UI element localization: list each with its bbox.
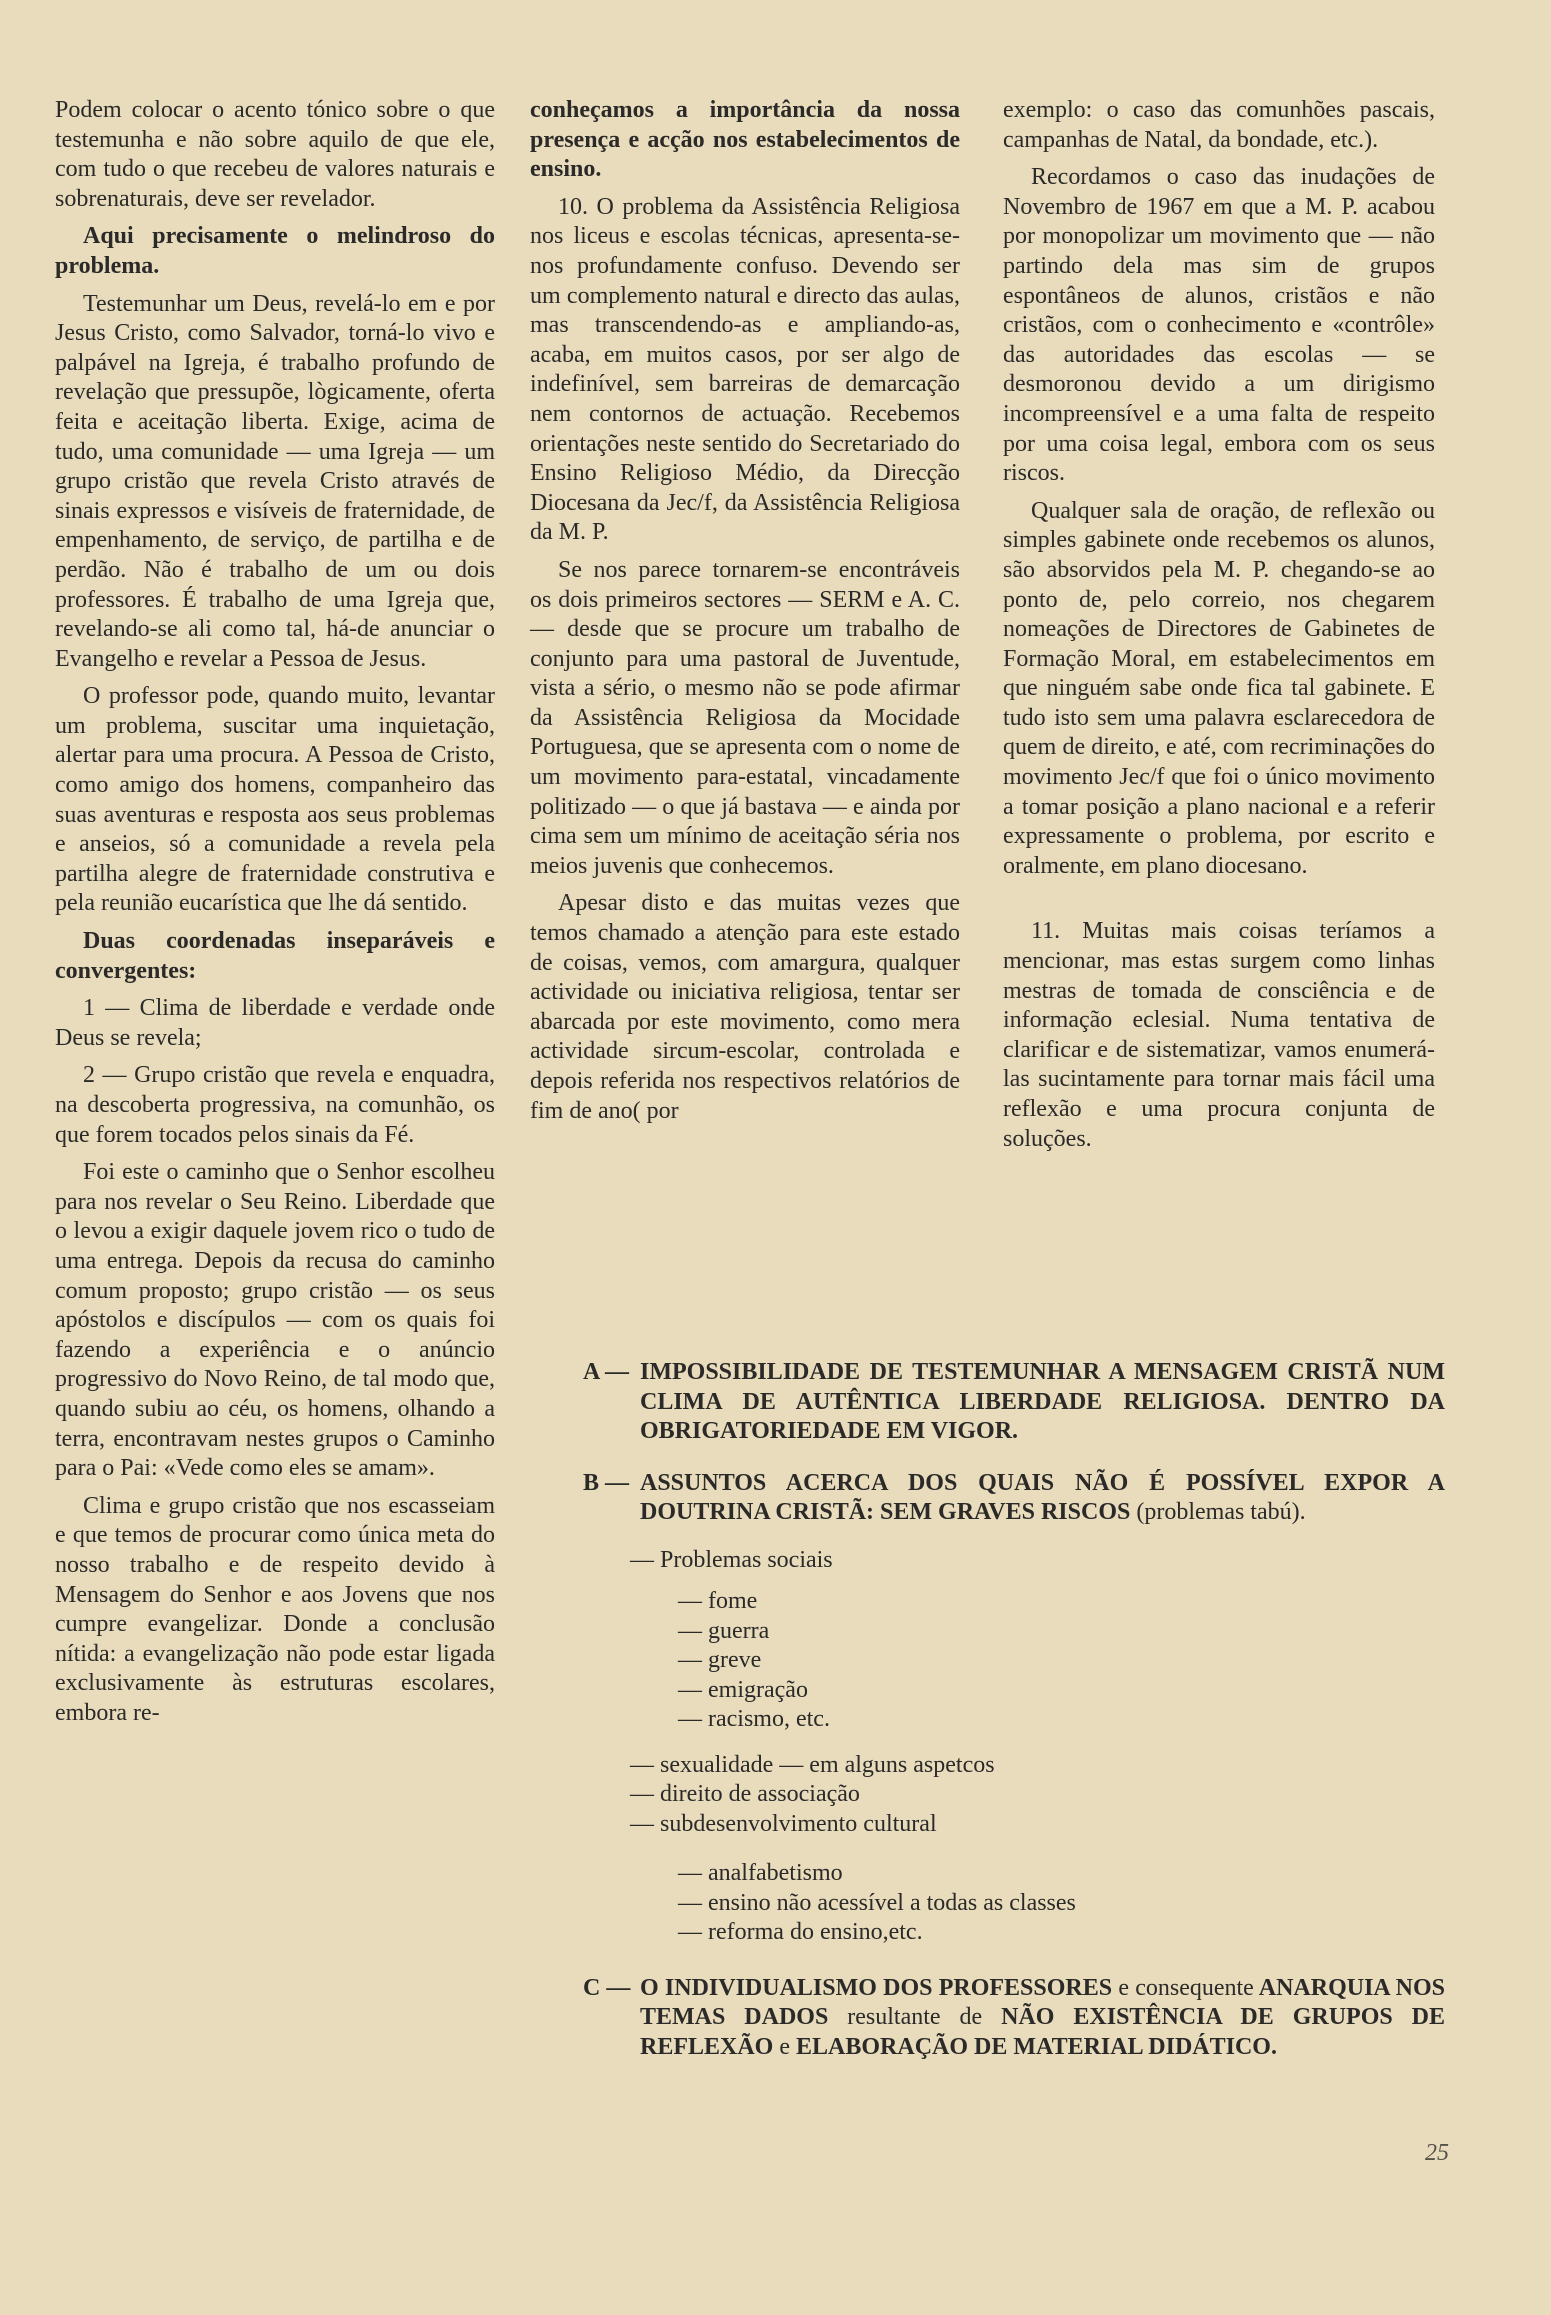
section-text xyxy=(640,1974,1445,2063)
text-column-2 xyxy=(530,96,960,1134)
section-b-note: (problemas tabú). xyxy=(1136,1499,1306,1525)
text-column-1 xyxy=(55,96,495,1736)
list-item: 1 — Clima de liberdade e verdade onde Deus se revela; xyxy=(55,995,495,1051)
paragraph: Duas coordenadas inseparáveis e convergentes: xyxy=(55,928,495,984)
paragraph: Aqui precisamente o melindroso do problema. xyxy=(55,223,495,279)
section-c-part: e xyxy=(779,2033,791,2060)
list-item: — Problemas sociais xyxy=(630,1546,833,1573)
paragraph: 10. O problema da Assistência Religiosa nos liceus e escolas técnicas, apresenta-se-nos profundamente confuso. Devendo ser um complemento natural e directo das aulas, mas transcendendo-as e ampliando-as, acaba, em muitos casos, por ser algo de indefinível, sem barreiras de demarcação nem contornos de actuação. Recebemos orientações neste sentido do Secretariado do Ensino Religioso Médio, da Direcção Diocesana da Jec/f, da Assistência Religiosa da M. P. xyxy=(530,193,960,546)
section-letter: A — xyxy=(583,1359,630,1385)
list-item: — greve xyxy=(678,1647,762,1673)
section-b xyxy=(583,1469,1445,1528)
section-c-part: NÃO EXISTÊNCIA DE GRUPOS DE REFLEXÃO xyxy=(640,2004,1446,2060)
section-letter: C — xyxy=(583,1974,631,2001)
section-text: IMPOSSIBILIDADE DE TESTEMUNHAR A MENSAGEM CRISTÃ NUM CLIMA DE AUTÊNTICA LIBERDADE RELIGIOSA. DENTRO DA OBRIGATORIEDADE EM VIGOR. xyxy=(640,1359,1445,1444)
paragraph: Testemunhar um Deus, revelá-lo em e por Jesus Cristo, como Salvador, torná-lo vivo e palpável na Igreja, é trabalho profundo de revelação que pressupõe, lògicamente, oferta feita e aceitação liberta. Exige, acima de tudo, uma comunidade — uma Igreja — um grupo cristão que revela Cristo através de sinais expressos e visíveis de fraternidade, de empenhamento, de serviço, de partilha e de perdão. Não é trabalho de um ou dois professores. É trabalho de uma Igreja que, revelando-se ali como tal, há-de anunciar o Evangelho e revelar a Pessoa de Jesus. xyxy=(55,290,495,672)
list-item: — racismo, etc. xyxy=(678,1706,830,1732)
text-column-3 xyxy=(1003,96,1435,1162)
list-item: — sexualidade — em alguns aspetcos xyxy=(630,1751,995,1778)
list-item: — direito de associação xyxy=(630,1781,860,1807)
paragraph: 11. Muitas mais coisas teríamos a mencionar, mas estas surgem como linhas mestras de tomada de consciência e de informação eclesial. Numa tentativa de clarificar e de sistematizar, vamos enumerá-las sucintamente para tornar mais fácil uma reflexão e uma procura conjunta de soluções. xyxy=(1003,918,1435,1152)
section-c-part: ELABORAÇÃO DE MATERIAL DIDÁTICO. xyxy=(796,2033,1277,2060)
list-item: — emigração xyxy=(678,1676,808,1703)
paragraph: Se nos parece tornarem-se encontráveis os dois primeiros sectores — SERM e A. C. — desde que se procure um trabalho de conjunto para uma pastoral de Juventude, vista a sério, o mesmo não se pode afirmar da Assistência Religiosa da Mocidade Portuguesa, que se apresenta com o nome de um movimento para-estatal, vincadamente politizado — o que já bastava — e ainda por cima sem um mínimo de aceitação séria nos meios juvenis que conhecemos. xyxy=(530,556,960,879)
list-item: — subdesenvolvimento cultural xyxy=(630,1810,937,1837)
section-list xyxy=(583,1358,1445,2084)
section-a xyxy=(583,1358,1445,1447)
list-item: — analfabetismo xyxy=(678,1860,843,1886)
section-text xyxy=(640,1469,1445,1528)
paragraph: exemplo: o caso das comunhões pascais, campanhas de Natal, da bondade, etc.). xyxy=(1003,97,1435,153)
b-subitems xyxy=(583,1546,1445,1948)
section-letter: B — xyxy=(583,1469,630,1496)
section-c-part: ANARQUIA NOS TEMAS DADOS xyxy=(640,1974,1445,2030)
paragraph: Clima e grupo cristão que nos escasseiam e que temos de procurar como única meta do nosso trabalho e de respeito devido à Mensagem do Senhor e aos Jovens que nos cumpre evangelizar. Donde a conclusão nítida: a evangelização não pode estar ligada exclusivamente às estruturas escolares, embora re- xyxy=(55,1492,495,1726)
paragraph: conheçamos a importância da nossa presença e acção nos estabelecimentos de ensino. xyxy=(530,97,960,183)
list-item: — fome xyxy=(678,1588,758,1614)
paragraph: Qualquer sala de oração, de reflexão ou simples gabinete onde recebemos os alunos, são absorvidos pela M. P. chegando-se ao ponto de, pelo correio, nos chegarem nomeações de Directores de Gabinetes de Formação Moral, em estabelecimentos em que ninguém sabe onde fica tal gabinete. E tudo isto sem uma palavra esclarecedora de quem de direito, e até, com recriminações do movimento Jec/f que foi o único movimento a tomar posição a plano nacional e a referir expressamente o problema, por escrito e oralmente, em plano diocesano. xyxy=(1003,497,1435,879)
paragraph: Recordamos o caso das inudações de Novembro de 1967 em que a M. P. acabou por monopolizar um movimento que — não partindo dela mas sim de grupos espontâneos de alunos, cristãos e não cristãos, com o conhecimento e «contrôle» das autoridades das escolas — se desmoronou devido a um dirigismo incompreensível e a uma falta de respeito por uma coisa legal, embora com os seus riscos. xyxy=(1003,164,1435,487)
list-item: — ensino não acessível a todas as classes xyxy=(678,1889,1076,1916)
page-number: 25 xyxy=(1425,2140,1449,2166)
list-item: — guerra xyxy=(678,1617,770,1644)
paragraph: Apesar disto e das muitas vezes que temos chamado a atenção para este estado de coisas, vemos, com amargura, qualquer actividade ou iniciativa religiosa, tentar ser abarcada por este movimento, como mera actividade sircum-escolar, controlada e depois referida nos respectivos relatórios de fim de ano( por xyxy=(530,890,960,1124)
section-c-part: resultante de xyxy=(847,2004,983,2030)
section-c xyxy=(583,1974,1445,2063)
paragraph: Foi este o caminho que o Senhor escolheu para nos revelar o Seu Reino. Liberdade que o levou a exigir daquele jovem rico o tudo de uma entrega. Depois da recusa do caminho comum proposto; grupo cristão — os seus apóstolos e discípulos — com os quais foi fazendo a experiência e o anúncio progressivo do Novo Reino, de tal modo que, quando subiu ao céu, os homens, olhando a terra, encontravam nestes grupos o Caminho para o Pai: «Vede como eles se amam». xyxy=(55,1159,495,1482)
paragraph: O professor pode, quando muito, levantar um problema, suscitar uma inquietação, alertar para uma procura. A Pessoa de Cristo, como amigo dos homens, companheiro das suas aventuras e resposta aos seus problemas e anseios, só a comunidade a revela pela partilha alegre de fraternidade construtiva e pela reunião eucarística que lhe dá sentido. xyxy=(55,683,495,917)
section-c-part: e consequente xyxy=(1118,1974,1254,2001)
list-item: — reforma do ensino,etc. xyxy=(678,1919,923,1945)
section-b-title: ASSUNTOS ACERCA DOS QUAIS NÃO É POSSÍVEL EXPOR A DOUTRINA CRISTÃ: SEM GRAVES RISCOS xyxy=(640,1469,1445,1525)
list-item: 2 — Grupo cristão que revela e enquadra, na descoberta progressiva, na comunhão, os que forem tocados pelos sinais da Fé. xyxy=(55,1062,495,1148)
section-c-part: O INDIVIDUALISMO DOS PROFESSORES xyxy=(640,1974,1113,2001)
paragraph: Podem colocar o acento tónico sobre o que testemunha e não sobre aquilo de que ele, com tudo o que recebeu de valores naturais e sobrenaturais, deve ser revelador. xyxy=(55,97,495,212)
